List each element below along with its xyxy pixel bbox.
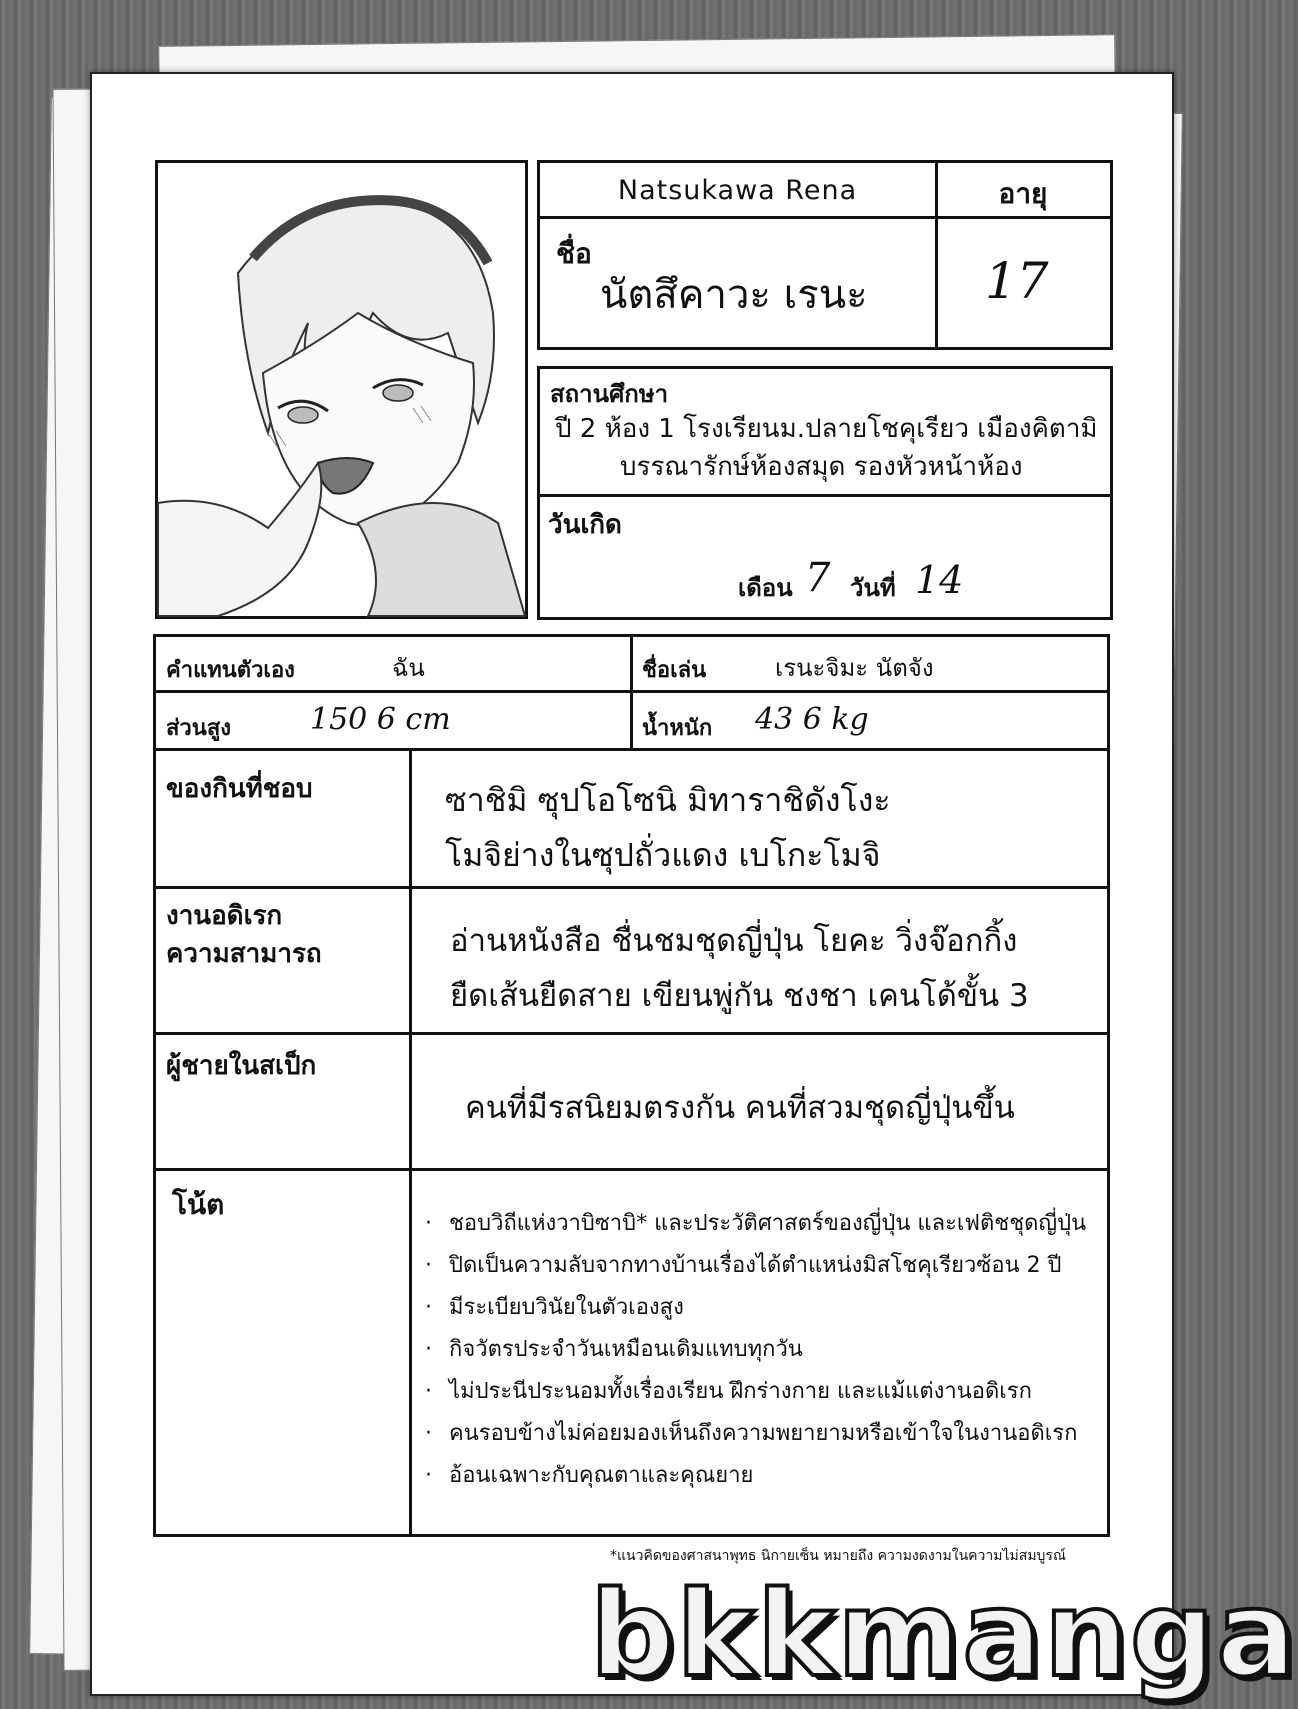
note-text: มีระเบียบวินัยในตัวเองสูง	[449, 1295, 684, 1320]
name-label: ชื่อ	[556, 237, 592, 270]
hobby-line-1: อ่านหนังสือ ชื่นชมชุดญี่ปุ่น โยคะ วิ่งจ๊อกกิ้ง	[450, 923, 1018, 959]
note-item	[425, 1245, 1100, 1287]
note-text: คนรอบข้างไม่ค่อยมองเห็นถึงความพยายามหรือเข้าใจในงานอดิเรก	[449, 1421, 1078, 1446]
divider	[153, 1032, 1110, 1035]
food-line-1: ซาชิมิ ซุปโอโซนิ มิทาราชิดังโงะ	[445, 781, 891, 819]
watermark-logo: bkkmanga	[590, 1565, 1298, 1703]
nickname-label: ชื่อเล่น	[642, 658, 707, 683]
food-label: ของกินที่ชอบ	[166, 774, 313, 804]
month-label: เดือน	[738, 574, 793, 602]
notes-list	[425, 1203, 1100, 1497]
name-value: นัตสึคาวะ เรนะ	[600, 272, 868, 318]
bullet: ·	[425, 1337, 432, 1362]
character-portrait	[155, 160, 528, 619]
weight-value: 43 6 kg	[755, 702, 869, 737]
food-line-2: โมจิย่างในซุปถั่วแดง เบโกะโมจิ	[445, 836, 881, 874]
bullet: ·	[425, 1463, 432, 1488]
age-value: 17	[985, 252, 1049, 310]
hobby-label-2: ความสามารถ	[166, 939, 322, 969]
note-item	[425, 1413, 1100, 1455]
day-label: วันที่	[850, 574, 896, 602]
pronoun-label: คำแทนตัวเอง	[166, 658, 295, 683]
note-item	[425, 1455, 1100, 1497]
bullet: ·	[425, 1421, 432, 1446]
bullet: ·	[425, 1253, 432, 1278]
note-label: โน้ต	[172, 1188, 225, 1221]
portrait-illustration	[158, 163, 525, 616]
divider	[153, 1168, 1110, 1171]
height-label: ส่วนสูง	[166, 716, 231, 741]
note-item	[425, 1371, 1100, 1413]
nickname-value: เรนะจิมะ นัตจัง	[775, 654, 934, 682]
hobby-line-2: ยืดเส้นยืดสาย เขียนพู่กัน ชงชา เคนโด้ขั้น 3	[450, 978, 1029, 1014]
bullet: ·	[425, 1295, 432, 1320]
age-label: อายุ	[998, 177, 1048, 210]
school-line-2: บรรณารักษ์ห้องสมุด รองหัวหน้าห้อง	[620, 452, 1023, 482]
divider	[153, 886, 1110, 889]
divider	[630, 634, 633, 751]
note-text: กิจวัตรประจำวันเหมือนเดิมแทบทุกวัน	[449, 1337, 803, 1362]
divider	[409, 748, 412, 1534]
type-label: ผู้ชายในสเป็ก	[166, 1051, 317, 1081]
school-line-1: ปี 2 ห้อง 1 โรงเรียนม.ปลายโชคุเรียว เมืองคิตามิ	[555, 414, 1098, 444]
note-text: อ้อนเฉพาะกับคุณตาและคุณยาย	[449, 1463, 754, 1488]
weight-label: น้ำหนัก	[642, 716, 713, 741]
romaji-name: Natsukawa Rena	[617, 175, 858, 206]
hobby-label-1: งานอดิเรก	[166, 901, 283, 931]
school-label: สถานศึกษา	[550, 380, 669, 408]
note-item	[425, 1329, 1100, 1371]
bullet: ·	[425, 1211, 432, 1236]
divider	[537, 494, 1113, 497]
footnote: *แนวคิดของศาสนาพุทธ นิกายเซ็น หมายถึง ความงดงามในความไม่สมบูรณ์	[610, 1548, 1066, 1564]
note-text: ไม่ประนีประนอมทั้งเรื่องเรียน ฝึกร่างกาย และแม้แต่งานอดิเรก	[449, 1379, 1032, 1404]
bullet: ·	[425, 1379, 432, 1404]
height-value: 150 6 cm	[310, 702, 451, 737]
divider	[537, 216, 1113, 219]
note-item	[425, 1203, 1100, 1245]
note-text: ชอบวิถีแห่งวาบิซาบิ* และประวัติศาสตร์ของญี่ปุ่น และเฟติชชุดญี่ปุ่น	[449, 1211, 1087, 1236]
month-value: 7	[805, 555, 831, 601]
pronoun-value: ฉัน	[392, 654, 425, 682]
day-value: 14	[915, 558, 964, 602]
note-item	[425, 1287, 1100, 1329]
birthday-label: วันเกิด	[548, 510, 622, 540]
note-text: ปิดเป็นความลับจากทางบ้านเรื่องได้ตำแหน่งมิสโชคุเรียวซ้อน 2 ปี	[449, 1253, 1062, 1278]
type-value: คนที่มีรสนิยมตรงกัน คนที่สวมชุดญี่ปุ่นขึ้น	[465, 1090, 1015, 1126]
